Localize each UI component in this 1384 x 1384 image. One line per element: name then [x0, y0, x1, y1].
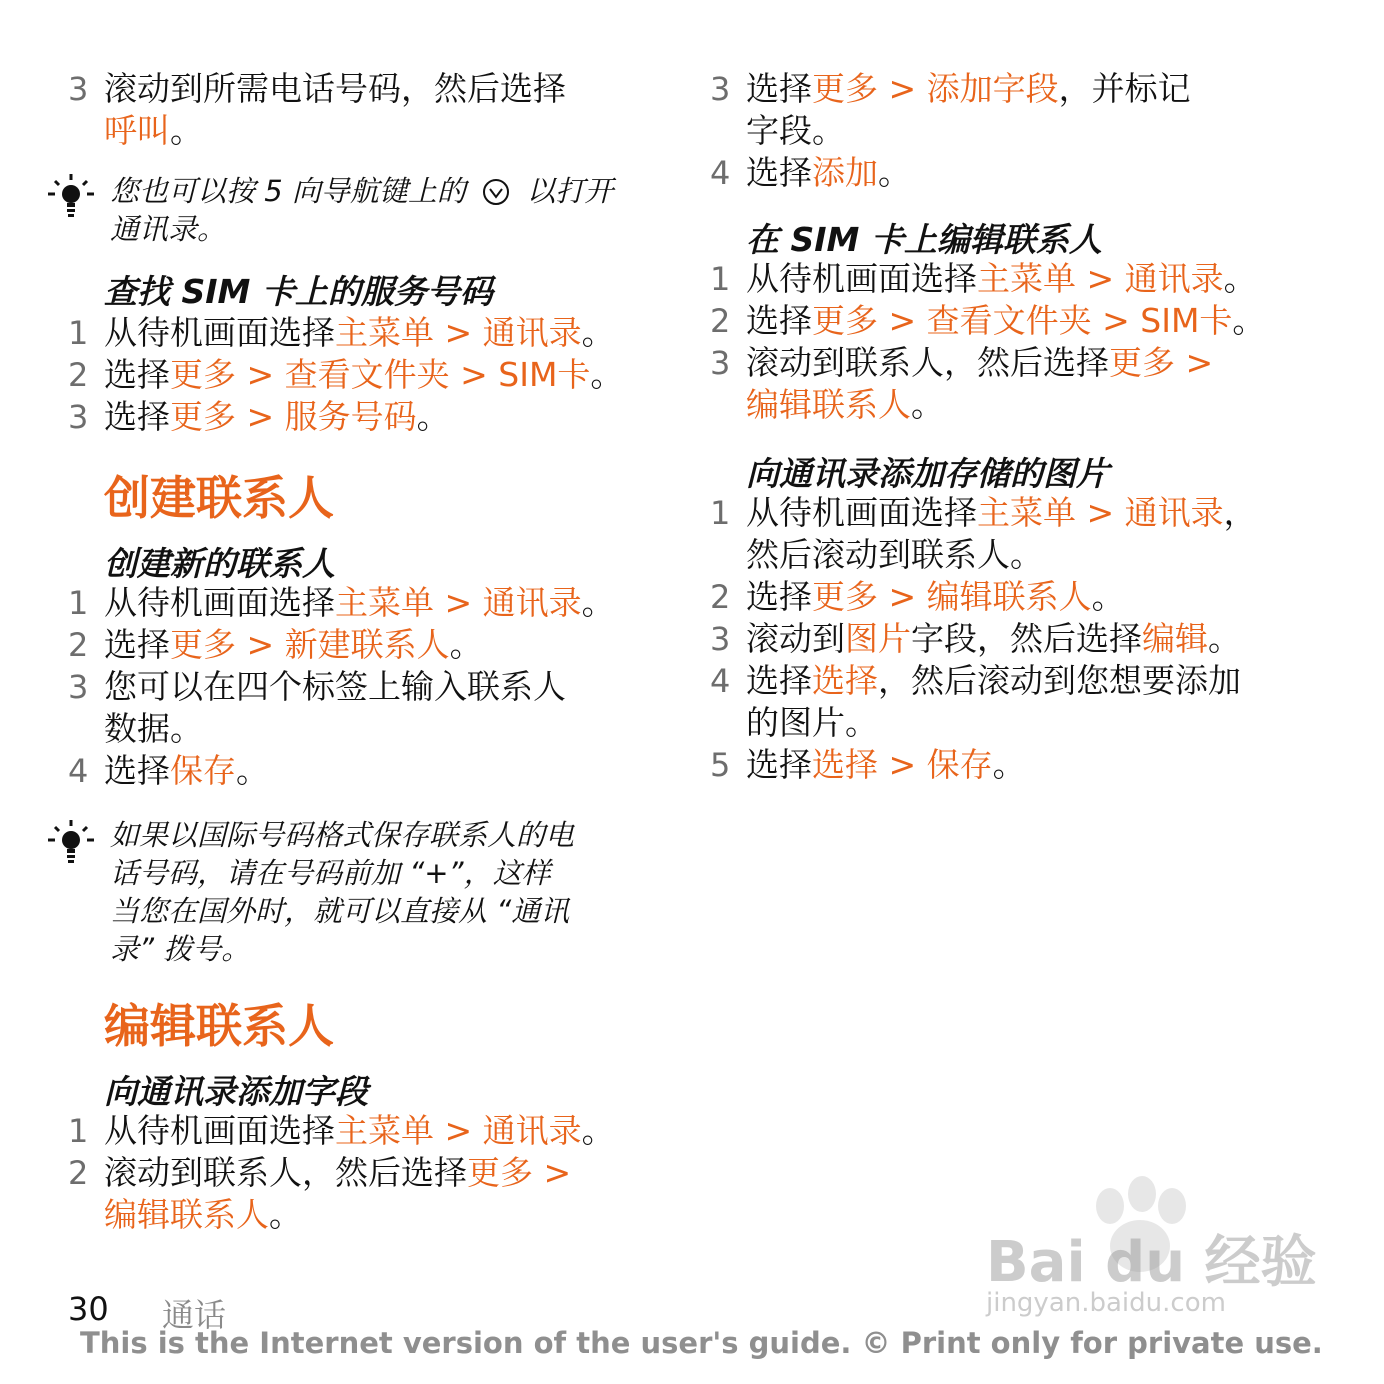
step-text: 选择	[746, 69, 812, 108]
subsection-title: 创建新的联系人	[104, 544, 335, 583]
watermark-url: jingyan.baidu.com	[986, 1288, 1226, 1318]
step-text: 选择	[746, 661, 812, 700]
step-text: 。	[581, 313, 615, 352]
step-text: ，并标记	[1058, 69, 1191, 108]
step-number: 2	[710, 578, 731, 616]
step-text: 。	[878, 153, 911, 192]
menu-path: 主菜单 > 通讯录	[335, 583, 582, 622]
step-text: 选择	[104, 397, 170, 436]
step-number: 1	[68, 1112, 89, 1150]
step-text: 。	[911, 385, 944, 424]
menu-path: 主菜单 > 通讯录	[977, 493, 1224, 532]
step-number: 4	[68, 752, 89, 790]
step-text: 您可以在四个标签上输入联系人	[104, 667, 566, 706]
footer-section: 通话	[162, 1296, 227, 1334]
step-text: 选择	[746, 301, 812, 340]
step-text: 滚动到所需电话号码，然后选择	[104, 69, 566, 108]
menu-path: 更多 >	[467, 1153, 572, 1192]
step-text: 滚动到联系人，然后选择	[104, 1153, 467, 1192]
step-text: 选择	[746, 745, 812, 784]
step-text: 数据。	[104, 709, 203, 748]
step-number: 1	[68, 584, 89, 622]
step-number: 1	[710, 494, 731, 532]
step-number: 2	[710, 302, 731, 340]
step-text: 从待机画面选择	[104, 313, 335, 352]
menu-path: 更多 > 新建联系人	[170, 625, 450, 664]
menu-path: 主菜单 > 通讯录	[335, 1111, 582, 1150]
menu-path: 更多 > 编辑联系人	[812, 577, 1092, 616]
subsection-title: 查找 SIM 卡上的服务号码	[104, 272, 493, 311]
tip-line: 当您在国外时，就可以直接从 “通讯	[110, 894, 570, 928]
step-number: 3	[710, 344, 731, 382]
page-number: 30	[68, 1290, 109, 1328]
step-text: 。	[992, 745, 1026, 784]
menu-path: 更多 > 查看文件夹 > SIM卡	[170, 355, 591, 394]
step-text: 选择	[104, 625, 170, 664]
step-text: ，然后滚动到您想要添加	[878, 661, 1241, 700]
menu-path: 添加	[812, 153, 878, 192]
step-text: 。	[1208, 619, 1241, 658]
step-number: 3	[710, 620, 731, 658]
subsection-title: 向通讯录添加字段	[104, 1072, 368, 1111]
step-text: 字段。	[746, 111, 845, 150]
step-number: 2	[68, 626, 89, 664]
menu-path: 编辑	[1142, 619, 1208, 658]
menu-path: 选择 > 保存	[812, 745, 993, 784]
tip-line: 通讯录。	[110, 212, 227, 246]
step-text: 。	[170, 111, 203, 150]
menu-path: 更多 >	[1109, 343, 1214, 382]
tip-text	[110, 172, 613, 248]
step-text: 选择	[104, 751, 170, 790]
navigation-key-icon	[481, 177, 511, 207]
step-text: ，	[1223, 493, 1257, 532]
menu-path: 图片	[845, 619, 911, 658]
step-text: 。	[236, 751, 269, 790]
menu-path: 更多 > 查看文件夹 > SIM卡	[812, 301, 1233, 340]
watermark-brand: Bai du 经验	[986, 1230, 1317, 1295]
tip-bulb-icon	[46, 818, 96, 870]
section-title: 创建联系人	[104, 471, 334, 525]
subsection-title: 在 SIM 卡上编辑联系人	[746, 220, 1102, 259]
step-text: 滚动到	[746, 619, 845, 658]
tip-line: 您也可以按 5 向导航键上的	[110, 174, 466, 208]
menu-path: 编辑联系人	[746, 385, 911, 424]
tip-line: 以打开	[526, 174, 614, 208]
step-number: 3	[68, 398, 89, 436]
menu-path: 编辑联系人	[104, 1195, 269, 1234]
step-number: 5	[710, 746, 731, 784]
section-title: 编辑联系人	[104, 999, 334, 1053]
menu-path: 更多 > 添加字段	[812, 69, 1059, 108]
tip-bulb-icon	[46, 172, 96, 224]
tip-text	[110, 816, 574, 968]
step-number: 1	[710, 260, 731, 298]
step-text: 。	[269, 1195, 302, 1234]
step-number: 3	[68, 668, 89, 706]
tip-line: 话号码，请在号码前加 “+”，这样	[110, 856, 551, 890]
step-text: 选择	[104, 355, 170, 394]
step-text: 字段，然后选择	[911, 619, 1142, 658]
step-text: 。	[1223, 259, 1257, 298]
menu-path: 主菜单 > 通讯录	[977, 259, 1224, 298]
step-text: 选择	[746, 153, 812, 192]
step-text: 。	[590, 355, 624, 394]
menu-path: 保存	[170, 751, 236, 790]
step-text: 滚动到联系人，然后选择	[746, 343, 1109, 382]
menu-path: 选择	[812, 661, 878, 700]
step-number: 1	[68, 314, 89, 352]
menu-path: 呼叫	[104, 111, 170, 150]
step-text: 。	[416, 397, 450, 436]
tip-line: 如果以国际号码格式保存联系人的电	[110, 818, 575, 852]
step-text: 。	[1091, 577, 1125, 616]
step-text: 从待机画面选择	[104, 583, 335, 622]
footer-note: This is the Internet version of the user's guide. © Print only for private use.	[80, 1326, 1323, 1360]
menu-path: 更多 > 服务号码	[170, 397, 417, 436]
step-number: 2	[68, 356, 89, 394]
step-text: 从待机画面选择	[746, 259, 977, 298]
step-number: 3	[710, 70, 731, 108]
step-text: 的图片。	[746, 703, 878, 742]
menu-path: 主菜单 > 通讯录	[335, 313, 582, 352]
step-text: 。	[581, 1111, 615, 1150]
step-text: 从待机画面选择	[104, 1111, 335, 1150]
step-text: 。	[449, 625, 483, 664]
step-text: 。	[1232, 301, 1266, 340]
step-text: 。	[581, 583, 615, 622]
step-text: 然后滚动到联系人。	[746, 535, 1043, 574]
tip-line: 录” 拨号。	[110, 932, 251, 966]
step-text: 选择	[746, 577, 812, 616]
step-number: 4	[710, 662, 731, 700]
step-number: 3	[68, 70, 89, 108]
step-text: 从待机画面选择	[746, 493, 977, 532]
subsection-title: 向通讯录添加存储的图片	[746, 454, 1109, 493]
step-number: 2	[68, 1154, 89, 1192]
step-number: 4	[710, 154, 731, 192]
